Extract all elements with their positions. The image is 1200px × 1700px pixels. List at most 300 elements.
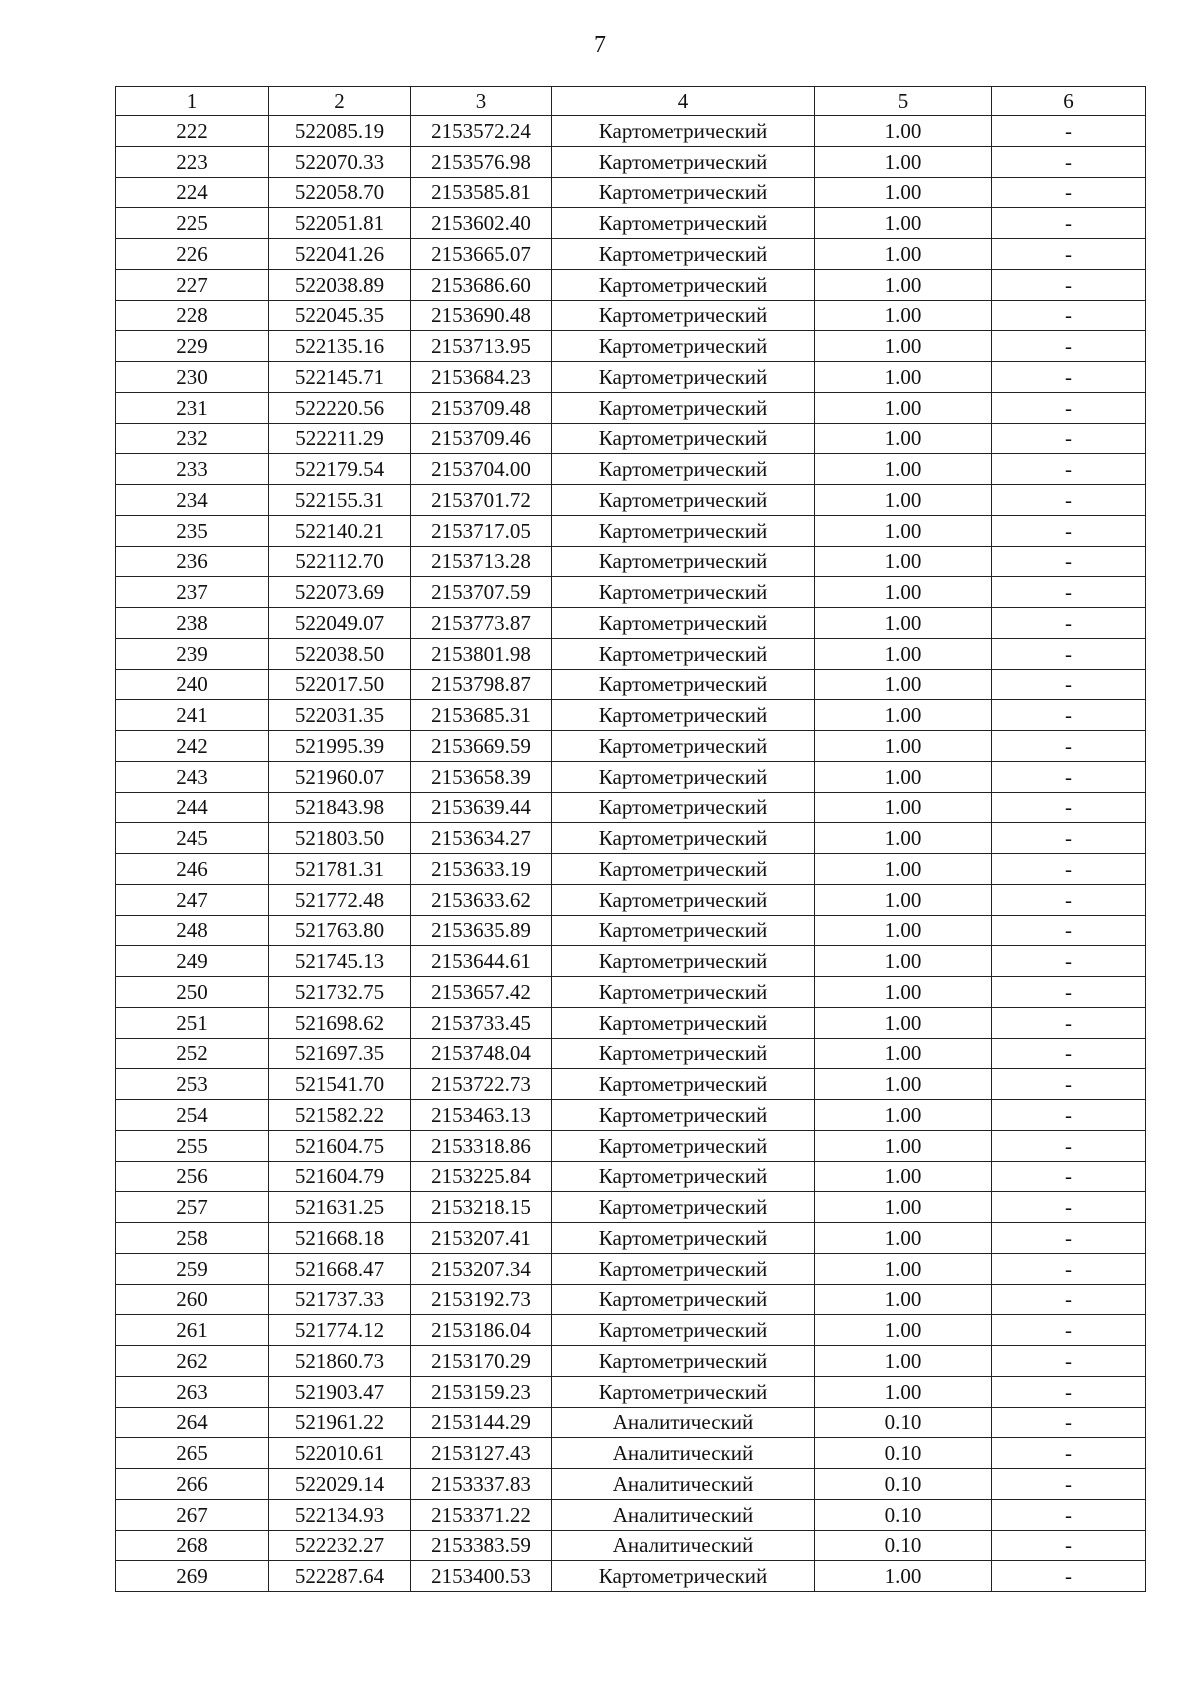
accuracy-cell: 1.00 (815, 638, 992, 669)
point-number-cell: 236 (116, 546, 269, 577)
column-header-4: 4 (552, 87, 815, 116)
x-coordinate-cell: 521860.73 (269, 1346, 411, 1377)
y-coordinate-cell: 2153127.43 (411, 1438, 552, 1469)
y-coordinate-cell: 2153704.00 (411, 454, 552, 485)
note-cell: - (992, 1561, 1146, 1592)
method-cell: Картометрический (552, 823, 815, 854)
method-cell: Картометрический (552, 1130, 815, 1161)
accuracy-cell: 1.00 (815, 208, 992, 239)
method-cell: Картометрический (552, 638, 815, 669)
point-number-cell: 262 (116, 1346, 269, 1377)
point-number-cell: 226 (116, 239, 269, 270)
table-row (116, 146, 1146, 177)
accuracy-cell: 1.00 (815, 915, 992, 946)
x-coordinate-cell: 521995.39 (269, 731, 411, 762)
note-cell: - (992, 1346, 1146, 1377)
point-number-cell: 223 (116, 146, 269, 177)
note-cell: - (992, 1007, 1146, 1038)
point-number-cell: 259 (116, 1253, 269, 1284)
note-cell: - (992, 208, 1146, 239)
point-number-cell: 255 (116, 1130, 269, 1161)
accuracy-cell: 1.00 (815, 977, 992, 1008)
x-coordinate-cell: 521732.75 (269, 977, 411, 1008)
y-coordinate-cell: 2153658.39 (411, 761, 552, 792)
table-row (116, 485, 1146, 516)
column-header-2: 2 (269, 87, 411, 116)
note-cell: - (992, 392, 1146, 423)
x-coordinate-cell: 522010.61 (269, 1438, 411, 1469)
method-cell: Картометрический (552, 1346, 815, 1377)
point-number-cell: 256 (116, 1161, 269, 1192)
column-header-6: 6 (992, 87, 1146, 116)
table-header-row (116, 87, 1146, 116)
y-coordinate-cell: 2153400.53 (411, 1561, 552, 1592)
method-cell: Картометрический (552, 700, 815, 731)
method-cell: Картометрический (552, 515, 815, 546)
table-row (116, 1069, 1146, 1100)
table-row (116, 1438, 1146, 1469)
point-number-cell: 237 (116, 577, 269, 608)
table-row (116, 638, 1146, 669)
accuracy-cell: 1.00 (815, 515, 992, 546)
accuracy-cell: 0.10 (815, 1499, 992, 1530)
table-row (116, 546, 1146, 577)
x-coordinate-cell: 522145.71 (269, 362, 411, 393)
accuracy-cell: 1.00 (815, 116, 992, 147)
point-number-cell: 233 (116, 454, 269, 485)
table-row (116, 1223, 1146, 1254)
y-coordinate-cell: 2153186.04 (411, 1315, 552, 1346)
method-cell: Картометрический (552, 946, 815, 977)
x-coordinate-cell: 522134.93 (269, 1499, 411, 1530)
y-coordinate-cell: 2153690.48 (411, 300, 552, 331)
y-coordinate-cell: 2153644.61 (411, 946, 552, 977)
method-cell: Картометрический (552, 1376, 815, 1407)
note-cell: - (992, 485, 1146, 516)
point-number-cell: 251 (116, 1007, 269, 1038)
y-coordinate-cell: 2153633.62 (411, 884, 552, 915)
y-coordinate-cell: 2153665.07 (411, 239, 552, 270)
y-coordinate-cell: 2153144.29 (411, 1407, 552, 1438)
note-cell: - (992, 269, 1146, 300)
note-cell: - (992, 515, 1146, 546)
method-cell: Картометрический (552, 392, 815, 423)
y-coordinate-cell: 2153713.28 (411, 546, 552, 577)
y-coordinate-cell: 2153572.24 (411, 116, 552, 147)
point-number-cell: 257 (116, 1192, 269, 1223)
method-cell: Картометрический (552, 269, 815, 300)
method-cell: Аналитический (552, 1438, 815, 1469)
note-cell: - (992, 454, 1146, 485)
accuracy-cell: 1.00 (815, 177, 992, 208)
accuracy-cell: 1.00 (815, 423, 992, 454)
note-cell: - (992, 854, 1146, 885)
point-number-cell: 230 (116, 362, 269, 393)
column-header-3: 3 (411, 87, 552, 116)
point-number-cell: 232 (116, 423, 269, 454)
accuracy-cell: 1.00 (815, 1561, 992, 1592)
method-cell: Картометрический (552, 1007, 815, 1038)
table-row (116, 362, 1146, 393)
method-cell: Картометрический (552, 1192, 815, 1223)
x-coordinate-cell: 522073.69 (269, 577, 411, 608)
y-coordinate-cell: 2153585.81 (411, 177, 552, 208)
x-coordinate-cell: 522045.35 (269, 300, 411, 331)
x-coordinate-cell: 522211.29 (269, 423, 411, 454)
x-coordinate-cell: 521961.22 (269, 1407, 411, 1438)
x-coordinate-cell: 522029.14 (269, 1469, 411, 1500)
point-number-cell: 268 (116, 1530, 269, 1561)
table-row (116, 392, 1146, 423)
y-coordinate-cell: 2153371.22 (411, 1499, 552, 1530)
accuracy-cell: 0.10 (815, 1407, 992, 1438)
x-coordinate-cell: 522287.64 (269, 1561, 411, 1592)
x-coordinate-cell: 521745.13 (269, 946, 411, 977)
accuracy-cell: 1.00 (815, 362, 992, 393)
column-header-1: 1 (116, 87, 269, 116)
x-coordinate-cell: 521781.31 (269, 854, 411, 885)
table-row (116, 761, 1146, 792)
y-coordinate-cell: 2153639.44 (411, 792, 552, 823)
y-coordinate-cell: 2153337.83 (411, 1469, 552, 1500)
table-row (116, 300, 1146, 331)
x-coordinate-cell: 522051.81 (269, 208, 411, 239)
x-coordinate-cell: 521903.47 (269, 1376, 411, 1407)
table-row (116, 1376, 1146, 1407)
note-cell: - (992, 146, 1146, 177)
note-cell: - (992, 1161, 1146, 1192)
accuracy-cell: 1.00 (815, 1376, 992, 1407)
table-row (116, 1530, 1146, 1561)
table-row (116, 1315, 1146, 1346)
accuracy-cell: 1.00 (815, 700, 992, 731)
note-cell: - (992, 300, 1146, 331)
accuracy-cell: 1.00 (815, 823, 992, 854)
point-number-cell: 265 (116, 1438, 269, 1469)
y-coordinate-cell: 2153801.98 (411, 638, 552, 669)
x-coordinate-cell: 522085.19 (269, 116, 411, 147)
point-number-cell: 229 (116, 331, 269, 362)
note-cell: - (992, 761, 1146, 792)
point-number-cell: 243 (116, 761, 269, 792)
table-row (116, 700, 1146, 731)
note-cell: - (992, 1407, 1146, 1438)
table-row (116, 1561, 1146, 1592)
accuracy-cell: 1.00 (815, 731, 992, 762)
x-coordinate-cell: 522179.54 (269, 454, 411, 485)
point-number-cell: 250 (116, 977, 269, 1008)
point-number-cell: 249 (116, 946, 269, 977)
x-coordinate-cell: 522112.70 (269, 546, 411, 577)
point-number-cell: 244 (116, 792, 269, 823)
method-cell: Картометрический (552, 915, 815, 946)
y-coordinate-cell: 2153709.48 (411, 392, 552, 423)
accuracy-cell: 0.10 (815, 1438, 992, 1469)
x-coordinate-cell: 522232.27 (269, 1530, 411, 1561)
note-cell: - (992, 331, 1146, 362)
x-coordinate-cell: 522058.70 (269, 177, 411, 208)
note-cell: - (992, 946, 1146, 977)
note-cell: - (992, 792, 1146, 823)
method-cell: Картометрический (552, 577, 815, 608)
accuracy-cell: 1.00 (815, 1038, 992, 1069)
y-coordinate-cell: 2153685.31 (411, 700, 552, 731)
method-cell: Картометрический (552, 1223, 815, 1254)
table-row (116, 1253, 1146, 1284)
method-cell: Картометрический (552, 1100, 815, 1131)
note-cell: - (992, 239, 1146, 270)
table-row (116, 423, 1146, 454)
note-cell: - (992, 1253, 1146, 1284)
table-row (116, 1407, 1146, 1438)
table-row (116, 515, 1146, 546)
point-number-cell: 227 (116, 269, 269, 300)
y-coordinate-cell: 2153713.95 (411, 331, 552, 362)
note-cell: - (992, 1530, 1146, 1561)
point-number-cell: 242 (116, 731, 269, 762)
point-number-cell: 263 (116, 1376, 269, 1407)
point-number-cell: 224 (116, 177, 269, 208)
point-number-cell: 225 (116, 208, 269, 239)
note-cell: - (992, 1192, 1146, 1223)
method-cell: Картометрический (552, 146, 815, 177)
y-coordinate-cell: 2153798.87 (411, 669, 552, 700)
note-cell: - (992, 423, 1146, 454)
method-cell: Картометрический (552, 485, 815, 516)
point-number-cell: 253 (116, 1069, 269, 1100)
method-cell: Картометрический (552, 362, 815, 393)
y-coordinate-cell: 2153773.87 (411, 608, 552, 639)
note-cell: - (992, 116, 1146, 147)
note-cell: - (992, 1315, 1146, 1346)
table-row (116, 731, 1146, 762)
table-row (116, 1130, 1146, 1161)
accuracy-cell: 1.00 (815, 546, 992, 577)
point-number-cell: 238 (116, 608, 269, 639)
note-cell: - (992, 608, 1146, 639)
y-coordinate-cell: 2153170.29 (411, 1346, 552, 1377)
table-row (116, 1161, 1146, 1192)
page-number: 7 (594, 32, 606, 58)
note-cell: - (992, 1223, 1146, 1254)
accuracy-cell: 1.00 (815, 884, 992, 915)
point-number-cell: 246 (116, 854, 269, 885)
accuracy-cell: 1.00 (815, 485, 992, 516)
y-coordinate-cell: 2153218.15 (411, 1192, 552, 1223)
method-cell: Картометрический (552, 608, 815, 639)
accuracy-cell: 1.00 (815, 1192, 992, 1223)
method-cell: Картометрический (552, 1161, 815, 1192)
note-cell: - (992, 731, 1146, 762)
accuracy-cell: 1.00 (815, 608, 992, 639)
y-coordinate-cell: 2153207.34 (411, 1253, 552, 1284)
accuracy-cell: 1.00 (815, 146, 992, 177)
table-row (116, 915, 1146, 946)
table-row (116, 116, 1146, 147)
method-cell: Картометрический (552, 208, 815, 239)
table-row (116, 331, 1146, 362)
accuracy-cell: 1.00 (815, 1100, 992, 1131)
point-number-cell: 247 (116, 884, 269, 915)
table-row (116, 1499, 1146, 1530)
accuracy-cell: 1.00 (815, 854, 992, 885)
point-number-cell: 264 (116, 1407, 269, 1438)
y-coordinate-cell: 2153383.59 (411, 1530, 552, 1561)
method-cell: Картометрический (552, 331, 815, 362)
method-cell: Картометрический (552, 177, 815, 208)
accuracy-cell: 1.00 (815, 792, 992, 823)
accuracy-cell: 1.00 (815, 1130, 992, 1161)
table-row (116, 1469, 1146, 1500)
y-coordinate-cell: 2153602.40 (411, 208, 552, 239)
y-coordinate-cell: 2153717.05 (411, 515, 552, 546)
x-coordinate-cell: 522155.31 (269, 485, 411, 516)
method-cell: Картометрический (552, 731, 815, 762)
note-cell: - (992, 1376, 1146, 1407)
note-cell: - (992, 669, 1146, 700)
x-coordinate-cell: 522135.16 (269, 331, 411, 362)
point-number-cell: 241 (116, 700, 269, 731)
table-row (116, 1346, 1146, 1377)
method-cell: Картометрический (552, 854, 815, 885)
x-coordinate-cell: 521604.79 (269, 1161, 411, 1192)
y-coordinate-cell: 2153634.27 (411, 823, 552, 854)
method-cell: Картометрический (552, 423, 815, 454)
table-row (116, 854, 1146, 885)
note-cell: - (992, 577, 1146, 608)
table-row (116, 977, 1146, 1008)
y-coordinate-cell: 2153722.73 (411, 1069, 552, 1100)
y-coordinate-cell: 2153225.84 (411, 1161, 552, 1192)
x-coordinate-cell: 521541.70 (269, 1069, 411, 1100)
method-cell: Картометрический (552, 884, 815, 915)
note-cell: - (992, 546, 1146, 577)
y-coordinate-cell: 2153669.59 (411, 731, 552, 762)
accuracy-cell: 1.00 (815, 454, 992, 485)
x-coordinate-cell: 521774.12 (269, 1315, 411, 1346)
method-cell: Картометрический (552, 792, 815, 823)
y-coordinate-cell: 2153701.72 (411, 485, 552, 516)
table-row (116, 1100, 1146, 1131)
point-number-cell: 260 (116, 1284, 269, 1315)
table-row (116, 946, 1146, 977)
x-coordinate-cell: 521582.22 (269, 1100, 411, 1131)
y-coordinate-cell: 2153159.23 (411, 1376, 552, 1407)
accuracy-cell: 1.00 (815, 577, 992, 608)
method-cell: Картометрический (552, 1069, 815, 1100)
accuracy-cell: 1.00 (815, 1223, 992, 1254)
note-cell: - (992, 1069, 1146, 1100)
note-cell: - (992, 884, 1146, 915)
x-coordinate-cell: 521737.33 (269, 1284, 411, 1315)
table-row (116, 1007, 1146, 1038)
accuracy-cell: 1.00 (815, 1346, 992, 1377)
coordinates-table (115, 86, 1146, 1592)
note-cell: - (992, 1499, 1146, 1530)
x-coordinate-cell: 522038.50 (269, 638, 411, 669)
method-cell: Картометрический (552, 116, 815, 147)
note-cell: - (992, 1038, 1146, 1069)
method-cell: Картометрический (552, 454, 815, 485)
point-number-cell: 261 (116, 1315, 269, 1346)
note-cell: - (992, 638, 1146, 669)
method-cell: Картометрический (552, 1315, 815, 1346)
note-cell: - (992, 1100, 1146, 1131)
point-number-cell: 248 (116, 915, 269, 946)
method-cell: Картометрический (552, 761, 815, 792)
y-coordinate-cell: 2153684.23 (411, 362, 552, 393)
method-cell: Картометрический (552, 1038, 815, 1069)
point-number-cell: 231 (116, 392, 269, 423)
x-coordinate-cell: 521604.75 (269, 1130, 411, 1161)
table-body (116, 87, 1146, 1592)
note-cell: - (992, 915, 1146, 946)
y-coordinate-cell: 2153657.42 (411, 977, 552, 1008)
y-coordinate-cell: 2153709.46 (411, 423, 552, 454)
method-cell: Картометрический (552, 1253, 815, 1284)
accuracy-cell: 1.00 (815, 300, 992, 331)
table-row (116, 1038, 1146, 1069)
point-number-cell: 269 (116, 1561, 269, 1592)
point-number-cell: 234 (116, 485, 269, 516)
accuracy-cell: 1.00 (815, 1007, 992, 1038)
accuracy-cell: 0.10 (815, 1530, 992, 1561)
x-coordinate-cell: 522220.56 (269, 392, 411, 423)
accuracy-cell: 0.10 (815, 1469, 992, 1500)
note-cell: - (992, 1438, 1146, 1469)
x-coordinate-cell: 522017.50 (269, 669, 411, 700)
y-coordinate-cell: 2153192.73 (411, 1284, 552, 1315)
note-cell: - (992, 1130, 1146, 1161)
accuracy-cell: 1.00 (815, 669, 992, 700)
point-number-cell: 235 (116, 515, 269, 546)
point-number-cell: 245 (116, 823, 269, 854)
accuracy-cell: 1.00 (815, 269, 992, 300)
accuracy-cell: 1.00 (815, 1161, 992, 1192)
table-row (116, 1192, 1146, 1223)
table-row (116, 577, 1146, 608)
note-cell: - (992, 977, 1146, 1008)
method-cell: Аналитический (552, 1469, 815, 1500)
note-cell: - (992, 1469, 1146, 1500)
table-row (116, 608, 1146, 639)
y-coordinate-cell: 2153748.04 (411, 1038, 552, 1069)
accuracy-cell: 1.00 (815, 1069, 992, 1100)
x-coordinate-cell: 521843.98 (269, 792, 411, 823)
x-coordinate-cell: 522041.26 (269, 239, 411, 270)
x-coordinate-cell: 521631.25 (269, 1192, 411, 1223)
x-coordinate-cell: 521668.18 (269, 1223, 411, 1254)
table-row (116, 177, 1146, 208)
note-cell: - (992, 700, 1146, 731)
x-coordinate-cell: 522140.21 (269, 515, 411, 546)
x-coordinate-cell: 521698.62 (269, 1007, 411, 1038)
x-coordinate-cell: 521668.47 (269, 1253, 411, 1284)
point-number-cell: 239 (116, 638, 269, 669)
x-coordinate-cell: 522031.35 (269, 700, 411, 731)
y-coordinate-cell: 2153633.19 (411, 854, 552, 885)
x-coordinate-cell: 521803.50 (269, 823, 411, 854)
method-cell: Аналитический (552, 1407, 815, 1438)
point-number-cell: 254 (116, 1100, 269, 1131)
table-row (116, 239, 1146, 270)
x-coordinate-cell: 521960.07 (269, 761, 411, 792)
method-cell: Аналитический (552, 1499, 815, 1530)
point-number-cell: 258 (116, 1223, 269, 1254)
method-cell: Картометрический (552, 300, 815, 331)
point-number-cell: 228 (116, 300, 269, 331)
note-cell: - (992, 177, 1146, 208)
